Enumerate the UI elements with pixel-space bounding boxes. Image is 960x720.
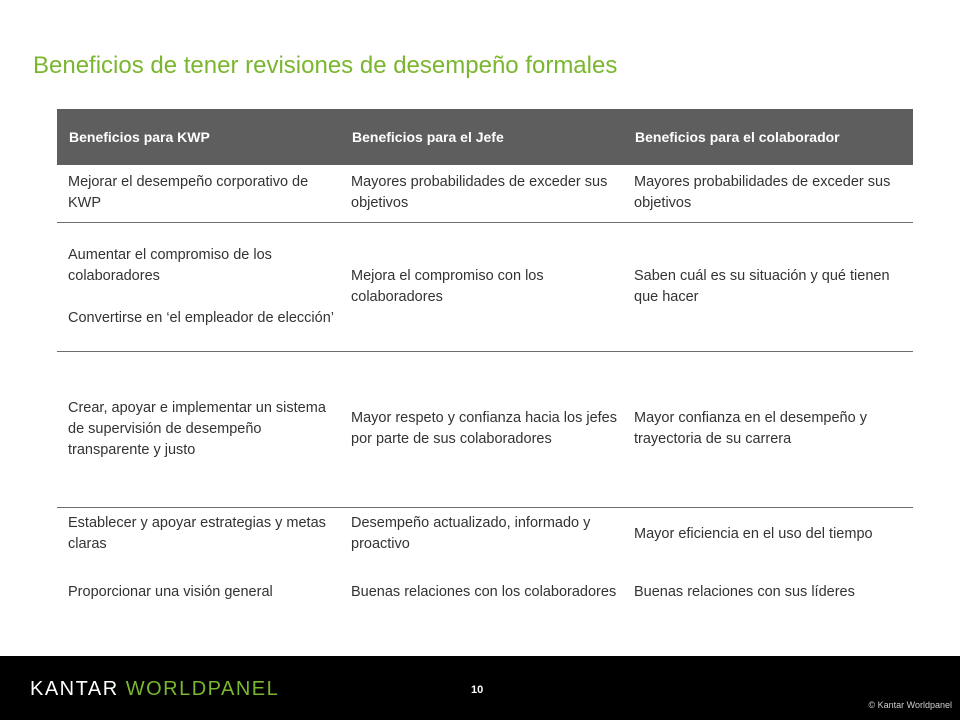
cell-colaborador: Mayor confianza en el desempeño y trayectoria de su carrera: [623, 351, 913, 507]
table-row: [57, 165, 913, 222]
cell-text: Convertirse en ‘el empleador de elección’: [68, 309, 334, 326]
kantar-worldpanel-logo: [30, 678, 279, 701]
cell-colaborador: Saben cuál es su situación y qué tienen que hacer: [623, 222, 913, 351]
slide-title: Beneficios de tener revisiones de desempeño formales: [33, 52, 618, 79]
header-kwp: Beneficios para KWP: [69, 129, 210, 145]
cell-text: Establecer y apoyar estrategias y metas claras: [68, 515, 326, 553]
cell-kwp: [57, 351, 340, 507]
footer-bar: [0, 656, 960, 720]
cell-text: Proporcionar una visión general: [68, 583, 273, 600]
header-colaborador: Beneficios para el colaborador: [635, 129, 840, 145]
cell-colaborador: Mayor eficiencia en el uso del tiempo: [634, 525, 873, 542]
cell-kwp: [57, 507, 340, 561]
page-number: 10: [471, 684, 484, 696]
benefits-table: [57, 109, 913, 623]
cell-kwp: [57, 222, 340, 351]
cell-jefe: Desempeño actualizado, informado y proactivo: [351, 515, 591, 553]
table-row: [57, 507, 913, 561]
table-row: [57, 222, 913, 351]
cell-jefe: Mayores probabilidades de exceder sus objetivos: [340, 165, 623, 222]
logo-text-kantar: KANTAR: [30, 678, 126, 700]
logo-text-worldpanel: WORLDPANEL: [125, 678, 280, 700]
cell-kwp: [57, 561, 340, 623]
table-row: [57, 561, 913, 623]
cell-text: Crear, apoyar e implementar un sistema de supervisión de desempeño transparente y justo: [68, 399, 326, 458]
table-row: [57, 351, 913, 507]
cell-jefe: Mayor respeto y confianza hacia los jefes por parte de sus colaboradores: [340, 351, 623, 507]
cell-jefe: Mejora el compromiso con los colaboradores: [340, 222, 623, 351]
cell-jefe: Buenas relaciones con los colaboradores: [351, 583, 617, 600]
header-jefe: Beneficios para el Jefe: [352, 129, 504, 145]
cell-colaborador: Mayores probabilidades de exceder sus objetivos: [623, 165, 913, 222]
cell-colaborador: Buenas relaciones con sus líderes: [634, 583, 855, 600]
table-header-row: [57, 109, 913, 165]
cell-text: Mejorar el desempeño corporativo de KWP: [68, 174, 309, 212]
cell-text: Aumentar el compromiso de los colaboradores: [68, 246, 272, 284]
cell-kwp: [57, 165, 340, 222]
copyright-notice: © Kantar Worldpanel: [868, 700, 952, 710]
